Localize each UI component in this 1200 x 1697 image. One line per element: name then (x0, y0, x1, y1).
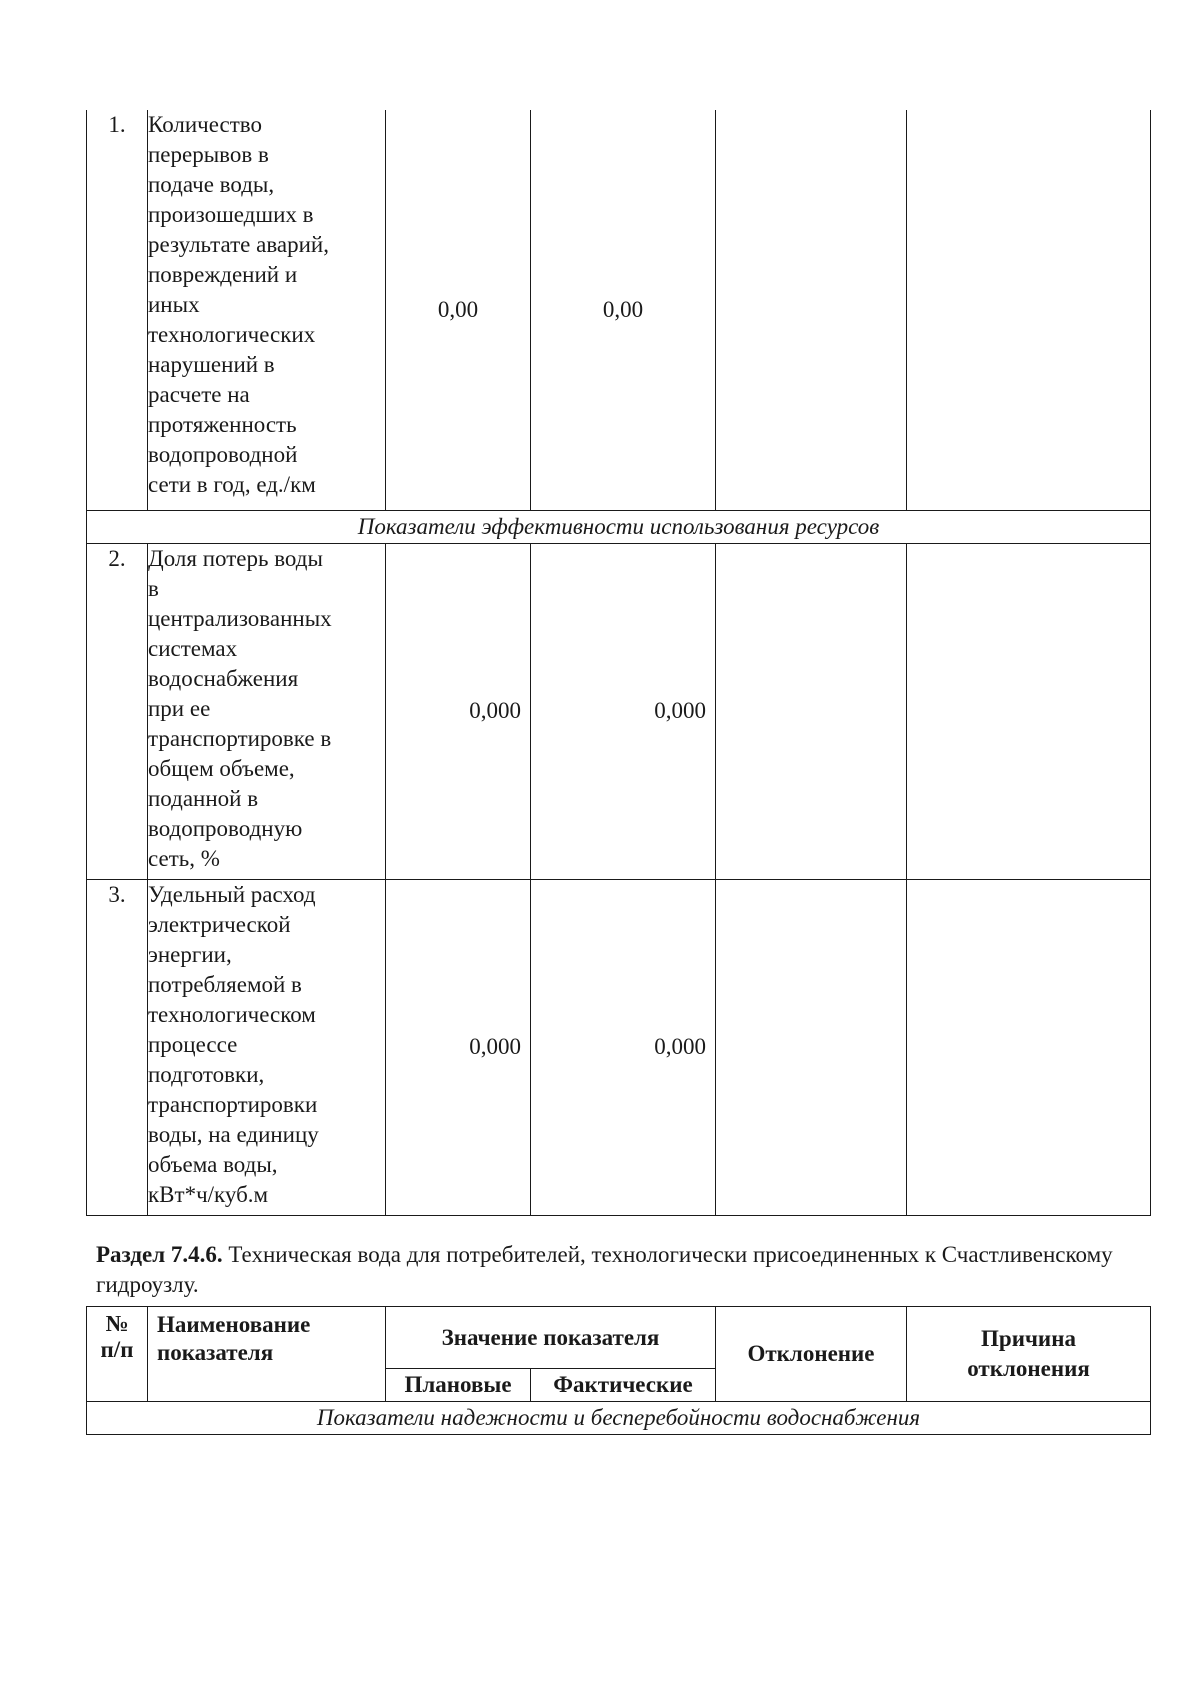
table-row (87, 543, 1151, 879)
planned-value: 0,00 (386, 110, 531, 510)
table-row (87, 879, 1151, 1215)
table-header-row (87, 1307, 1151, 1369)
row-number: 3. (87, 879, 148, 1215)
header-deviation-reason: Причина отклонения (907, 1307, 1151, 1402)
row-number: 2. (87, 543, 148, 879)
deviation-value (716, 110, 907, 510)
deviation-reason (907, 110, 1151, 510)
section-title-reliability: Показатели надежности и бесперебойности водоснабжения (87, 1402, 1151, 1435)
planned-value: 0,000 (386, 879, 531, 1215)
actual-value: 0,00 (531, 110, 716, 510)
actual-value: 0,000 (531, 543, 716, 879)
actual-value: 0,000 (531, 879, 716, 1215)
header-actual: Фактические (531, 1369, 716, 1402)
section-description: Техническая вода для потребителей, технологически присоединенных к Счастливенскому гидроузлу. (96, 1242, 1113, 1297)
deviation-value (716, 543, 907, 879)
indicator-name: Удельный расход электрической энергии, потребляемой в технологическом процессе подготовки, транспортировки воды, на единицу объема воды, кВт*ч/куб.м (148, 879, 386, 1215)
deviation-value (716, 879, 907, 1215)
section-row (87, 510, 1151, 543)
indicator-name: Количество перерывов в подаче воды, произошедших в результате аварий, повреждений и иных технологических нарушений в расчете на протяженность водопроводной сети в год, ед./км (148, 110, 386, 510)
indicator-name: Доля потерь воды в централизованных системах водоснабжения при ее транспортировке в общем объеме, поданной в водопроводную сеть, % (148, 543, 386, 879)
header-indicator-name: Наименование показателя (148, 1307, 386, 1402)
deviation-reason (907, 879, 1151, 1215)
table-row (87, 110, 1151, 510)
header-deviation: Отклонение (716, 1307, 907, 1402)
planned-value: 0,000 (386, 543, 531, 879)
section-title-efficiency: Показатели эффективности использования ресурсов (87, 510, 1151, 543)
section-caption (96, 1240, 1146, 1300)
deviation-reason (907, 543, 1151, 879)
header-number: № п/п (87, 1307, 148, 1402)
section-row (87, 1402, 1151, 1435)
header-planned: Плановые (386, 1369, 531, 1402)
technical-water-indicators-table (86, 1306, 1151, 1435)
section-number: Раздел 7.4.6. (96, 1242, 223, 1267)
header-indicator-value: Значение показателя (386, 1307, 716, 1369)
row-number: 1. (87, 110, 148, 510)
indicators-table-continued (86, 110, 1151, 1216)
